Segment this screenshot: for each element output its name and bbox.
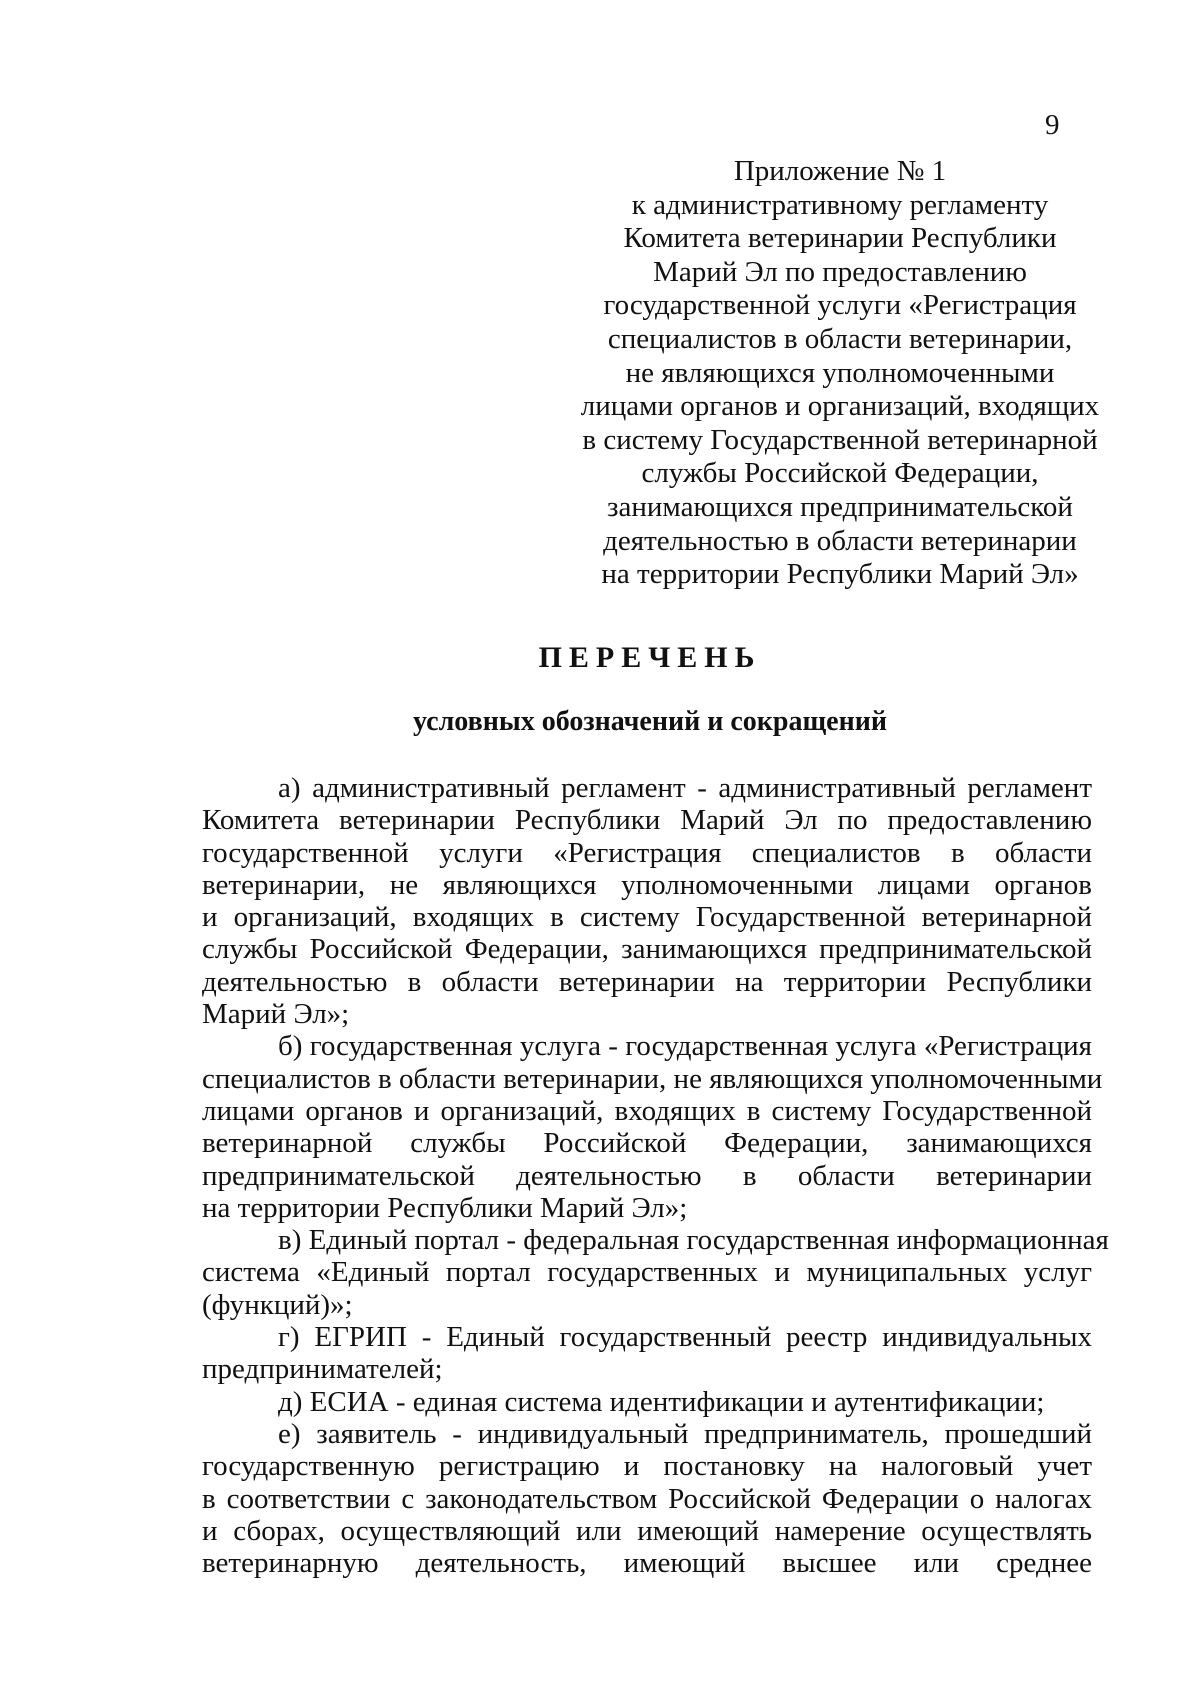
definition-line: г) ЕГРИП - Единый государственный реестр индивидуальных [278,1321,1092,1354]
definition-line: государственной услуги «Регистрация специалистов в области [202,836,1092,869]
definition-line: Марий Эл»; [202,998,350,1031]
definition-line: система «Единый портал государственных и муниципальных услуг [202,1256,1092,1289]
definitions-list [202,772,1109,1580]
appendix-line: специалистов в области ветеринарии, [607,322,1073,355]
definition-line: предпринимателей; [202,1353,443,1386]
definition-line: в соответствии с законодательством Российской Федерации о налогах [202,1482,1092,1515]
definition-line: на территории Республики Марий Эл»; [202,1191,688,1224]
appendix-line: Комитета ветеринарии Республики [623,222,1057,255]
appendix-line: на территории Республики Марий Эл» [601,558,1079,591]
definition-line: а) административный регламент - административный регламент [278,772,1092,804]
definition-line: Комитета ветеринарии Республики Марий Эл по предоставлению [202,804,1092,837]
appendix-line: деятельностью в области ветеринарии [603,524,1077,557]
page-number: 9 [1045,109,1060,141]
document-title: ПЕРЕЧЕНЬ [538,641,762,674]
definition-line: лицами органов и организаций, входящих в систему Государственной [202,1094,1092,1127]
appendix-line: государственной услуги «Регистрация [603,289,1077,322]
definition-line: (функций)»; [202,1288,353,1321]
definition-line: службы Российской Федерации, занимающихся предпринимательской [202,933,1092,966]
definition-line: д) ЕСИА - единая система идентификации и аутентификации; [278,1385,1045,1418]
definition-line: ветеринарии, не являющихся уполномоченными лицами органов [202,868,1092,901]
document-subtitle: условных обозначений и сокращений [413,706,887,737]
appendix-line: службы Российской Федерации, [641,457,1039,490]
definition-line: ветеринарной службы Российской Федерации, занимающихся [202,1127,1092,1160]
definition-line: и сборах, осуществляющий или имеющий намерение осуществлять [202,1514,1092,1547]
definition-line: б) государственная услуга - государственная услуга «Регистрация [278,1030,1092,1063]
appendix-line: Приложение № 1 [733,155,947,187]
definition-line: предпринимательской деятельностью в области ветеринарии [202,1159,1092,1192]
appendix-header [570,155,1110,592]
appendix-line: Марий Эл по предоставлению [653,255,1027,288]
appendix-line: занимающихся предпринимательской [607,490,1073,523]
definition-line: специалистов в области ветеринарии, не являющихся уполномоченными [202,1062,1103,1095]
definition-line: и организаций, входящих в систему Государственной ветеринарной [202,901,1092,934]
definition-line: деятельностью в области ветеринарии на территории Республики [202,965,1092,998]
definition-line: в) Единый портал - федеральная государственная информационная [278,1224,1109,1257]
appendix-line: в систему Государственной ветеринарной [582,423,1098,456]
definition-line: е) заявитель - индивидуальный предприниматель, прошедший [278,1417,1092,1450]
definition-line: ветеринарную деятельность, имеющий высшее или среднее [202,1547,1092,1580]
definition-line: государственную регистрацию и постановку на налоговый учет [202,1450,1092,1483]
appendix-line: не являющихся уполномоченными [625,356,1055,389]
appendix-line: к административному регламенту [631,188,1049,221]
appendix-line: лицами органов и организаций, входящих [580,390,1100,423]
